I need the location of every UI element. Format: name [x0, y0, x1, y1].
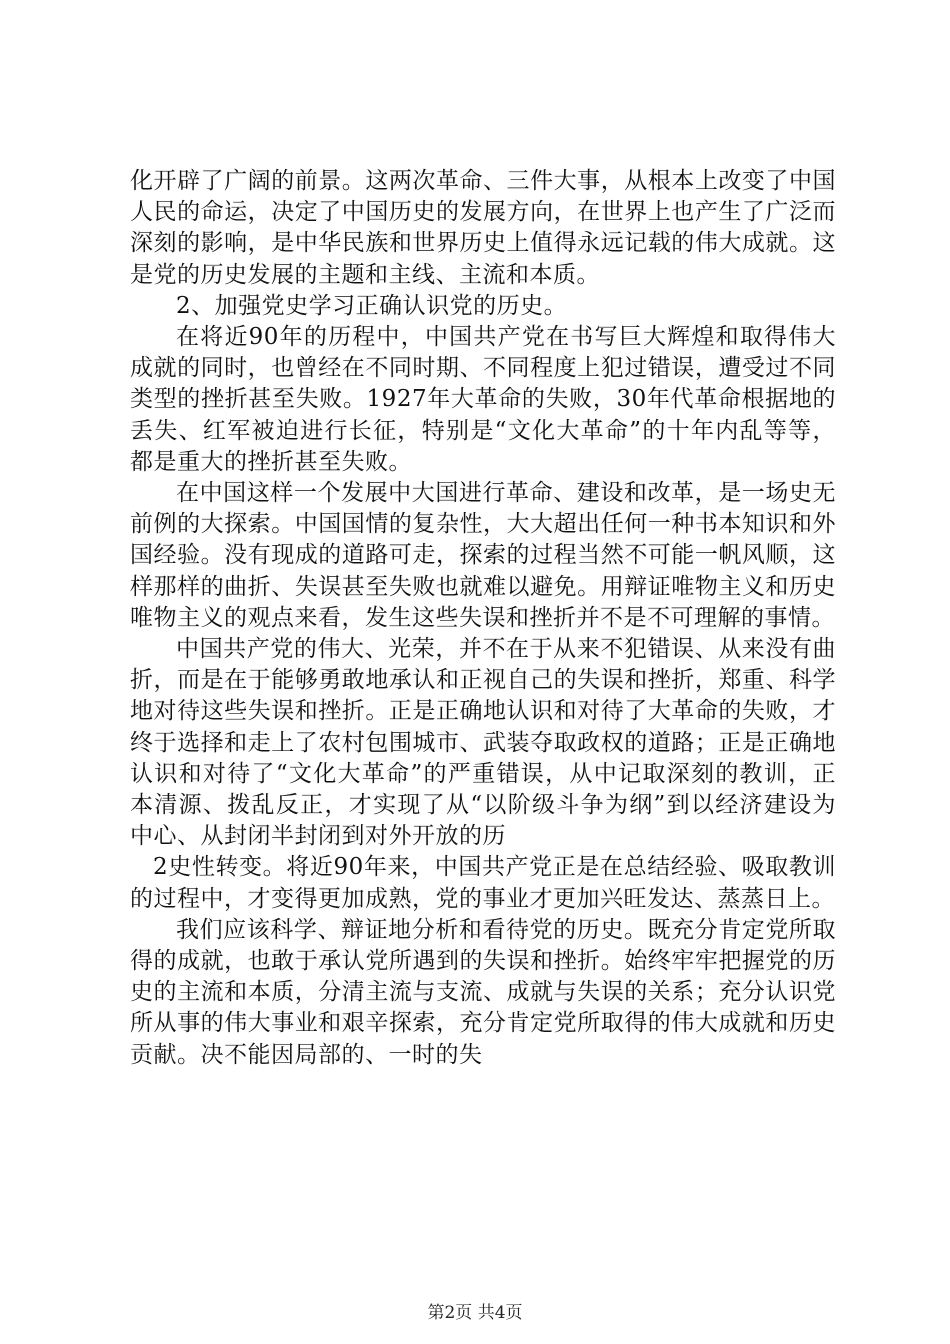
page-footer: 第2页 共4页 — [427, 1303, 523, 1323]
paragraph: 中国共产党的伟大、光荣，并不在于从来不犯错误、从来没有曲折，而是在于能够勇敢地承认和正视自己的失误和挫折，郑重、科学地对待这些失误和挫折。正是正确地认识和对待了大革命的失败，才终于选择和走上了农村包围城市、武装夺取政权的道路；正是正确地认识和对待了“文化大革命”的严重错误，从中记取深刻的教训，正本清源、拨乱反正，才实现了从“以阶级斗争为纲”到以经济建设为中心、从封闭半封闭到对外开放的历 — [130, 636, 836, 850]
section-heading: 2、加强党史学习正确认识党的历史。 — [176, 292, 568, 319]
paragraph: 在中国这样一个发展中大国进行革命、建设和改革，是一场史无前例的大探索。中国国情的复杂性，大大超出任何一种书本知识和外国经验。没有现成的道路可走，探索的过程当然不可能一帆风顺，这样那样的曲折、失误甚至失败也就难以避免。用辩证唯物主义和历史唯物主义的观点来看，发生这些失误和挫折并不是不可理解的事情。 — [130, 480, 836, 631]
paragraph: 2史性转变。将近90年来，中国共产党正是在总结经验、吸取教训的过程中，才变得更加成熟，党的事业才更加兴旺发达、蒸蒸日上。 — [130, 854, 836, 912]
paragraph: 在将近90年的历程中，中国共产党在书写巨大辉煌和取得伟大成就的同时，也曾经在不同时期、不同程度上犯过错误，遭受过不同类型的挫折甚至失败。1927年大革命的失败，30年代革命根据地的丢失、红军被迫进行长征，特别是“文化大革命”的十年内乱等等，都是重大的挫折甚至失败。 — [130, 324, 836, 475]
paragraph-continuation: 化开辟了广阔的前景。这两次革命、三件大事，从根本上改变了中国人民的命运，决定了中国历史的发展方向，在世界上也产生了广泛而深刻的影响，是中华民族和世界历史上值得永远记载的伟大成就。这是党的历史发展的主题和主线、主流和本质。 — [130, 168, 836, 288]
body-text — [130, 166, 836, 1071]
paragraph: 我们应该科学、辩证地分析和看待党的历史。既充分肯定党所取得的成就，也敢于承认党所遇到的失误和挫折。始终牢牢把握党的历史的主流和本质，分清主流与支流、成就与失误的关系；充分认识党所从事的伟大事业和艰辛探索，充分肯定党所取得的伟大成就和历史贡献。决不能因局部的、一时的失 — [130, 916, 836, 1068]
